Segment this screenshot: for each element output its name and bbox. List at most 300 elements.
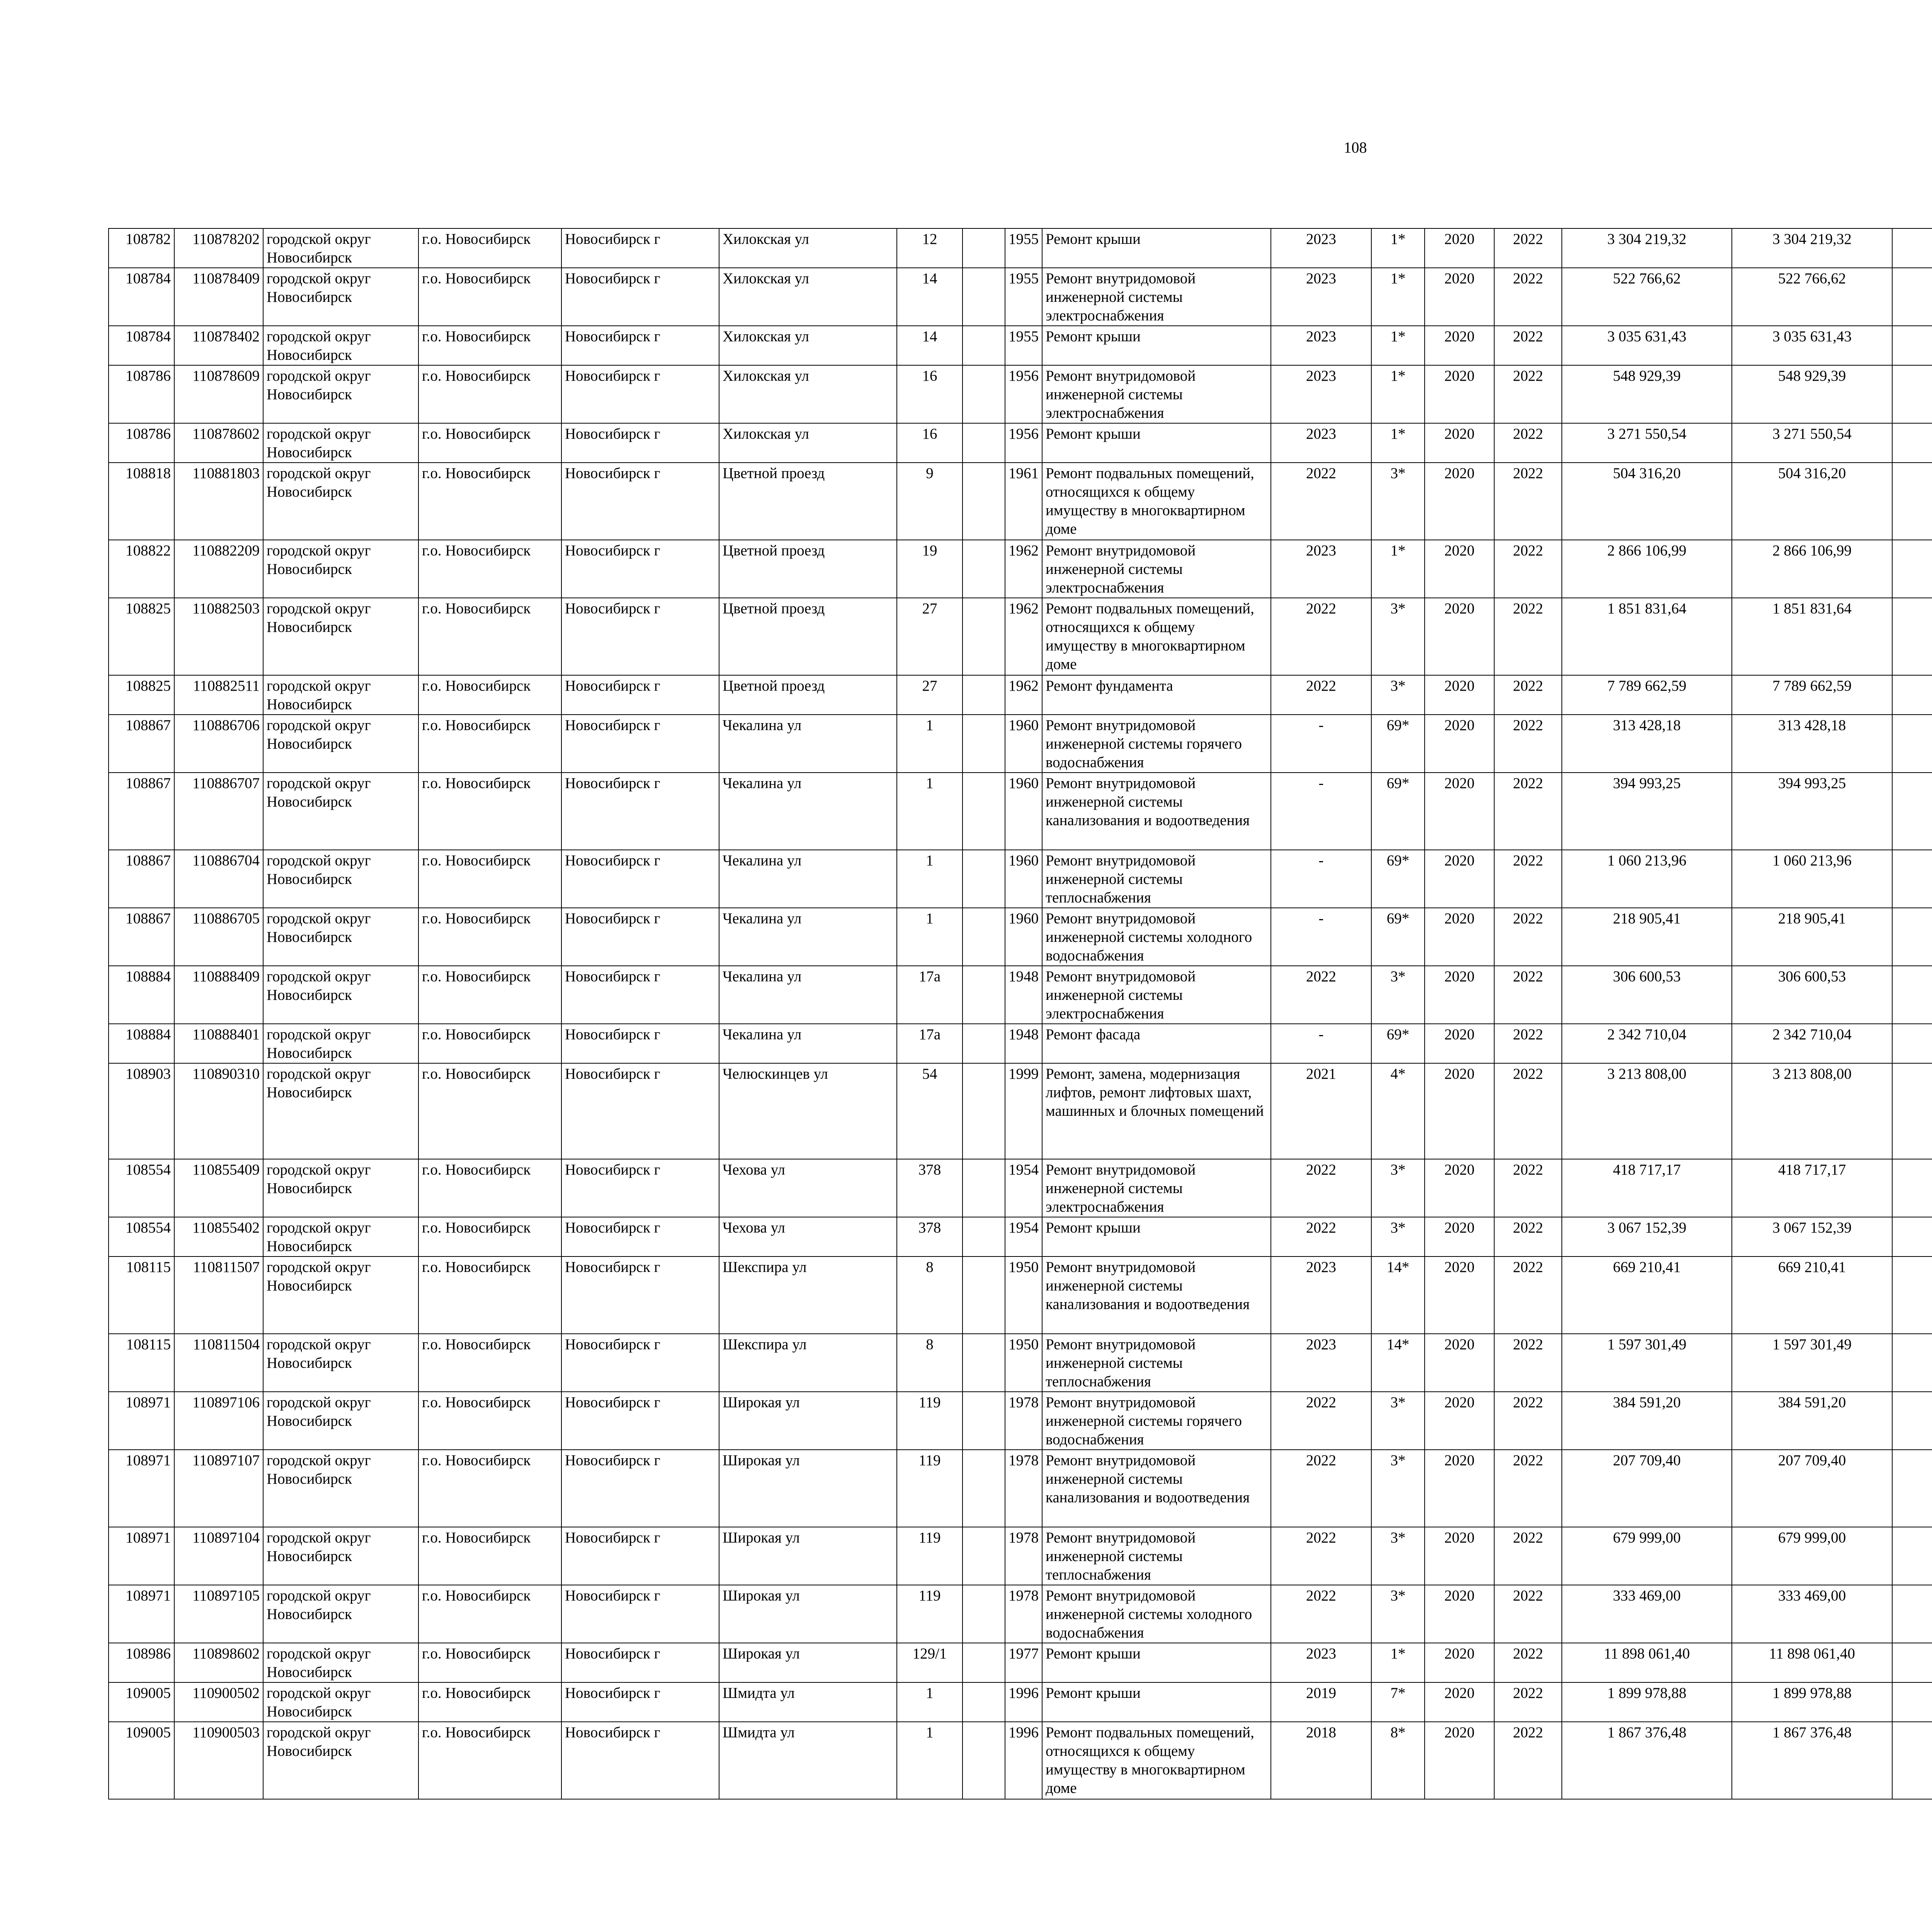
cell-note: 69* bbox=[1371, 1024, 1425, 1063]
cell-total-cost: 306 600,53 bbox=[1562, 966, 1732, 1024]
cell-regional-fund-cost: 3 304 219,32 bbox=[1732, 228, 1892, 268]
cell-work-type: Ремонт, замена, модернизация лифтов, ремонт лифтовых шахт, машинных и блочных помещений bbox=[1042, 1063, 1271, 1159]
cell-period-end: 2022 bbox=[1494, 1585, 1562, 1643]
cell-build-year: 1956 bbox=[1005, 365, 1042, 423]
cell-register-id: 108554 bbox=[109, 1159, 174, 1217]
table-row bbox=[109, 715, 1932, 773]
cell-work-id: 110811507 bbox=[174, 1256, 263, 1334]
table-row bbox=[109, 540, 1932, 598]
cell-note: 4* bbox=[1371, 1063, 1425, 1159]
cell-period-start: 2020 bbox=[1425, 1450, 1494, 1527]
cell-regional-fund-cost: 313 428,18 bbox=[1732, 715, 1892, 773]
cell-plan-year: 2023 bbox=[1271, 326, 1371, 365]
cell-total-cost: 548 929,39 bbox=[1562, 365, 1732, 423]
cell-building bbox=[963, 268, 1005, 326]
cell-build-year: 1960 bbox=[1005, 908, 1042, 966]
table-row bbox=[109, 1392, 1932, 1450]
cell-plan-year: - bbox=[1271, 850, 1371, 908]
cell-work-type: Ремонт внутридомовой инженерной системы горячего водоснабжения bbox=[1042, 1392, 1271, 1450]
cell-work-type: Ремонт внутридомовой инженерной системы теплоснабжения bbox=[1042, 1334, 1271, 1392]
cell-period-start: 2020 bbox=[1425, 268, 1494, 326]
cell-municipal-district: г.о. Новосибирск bbox=[418, 715, 561, 773]
cell-municipality: городской округ Новосибирск bbox=[263, 908, 418, 966]
cell-plan-year: 2018 bbox=[1271, 1722, 1371, 1799]
cell-plan-year: 2022 bbox=[1271, 1392, 1371, 1450]
cell-locality: Новосибирск г bbox=[561, 1217, 719, 1256]
cell-work-id: 110882511 bbox=[174, 675, 263, 715]
cell-total-cost: 333 469,00 bbox=[1562, 1585, 1732, 1643]
table-row bbox=[109, 1643, 1932, 1682]
cell-regional-fund-cost: 306 600,53 bbox=[1732, 966, 1892, 1024]
cell-build-year: 1948 bbox=[1005, 966, 1042, 1024]
table-row bbox=[109, 1024, 1932, 1063]
cell-period-end: 2022 bbox=[1494, 268, 1562, 326]
cell-building bbox=[963, 1527, 1005, 1585]
cell-locality: Новосибирск г bbox=[561, 268, 719, 326]
cell-plan-year: 2021 bbox=[1271, 1063, 1371, 1159]
cell-building bbox=[963, 1392, 1005, 1450]
cell-plan-year: 2022 bbox=[1271, 463, 1371, 540]
cell-work-id: 110897105 bbox=[174, 1585, 263, 1643]
cell-register-id: 108867 bbox=[109, 908, 174, 966]
cell-work-type: Ремонт внутридомовой инженерной системы канализования и водоотведения bbox=[1042, 1450, 1271, 1527]
cell-municipal-district: г.о. Новосибирск bbox=[418, 908, 561, 966]
cell-locality: Новосибирск г bbox=[561, 1024, 719, 1063]
cell-locality: Новосибирск г bbox=[561, 1682, 719, 1722]
cell-work-id: 110888409 bbox=[174, 966, 263, 1024]
cell-street: Чекалина ул bbox=[719, 715, 897, 773]
cell-municipal-district: г.о. Новосибирск bbox=[418, 1722, 561, 1799]
cell-regional-fund-cost: 3 035 631,43 bbox=[1732, 326, 1892, 365]
cell-locality: Новосибирск г bbox=[561, 1334, 719, 1392]
cell-total-cost: 207 709,40 bbox=[1562, 1450, 1732, 1527]
cell-budget-cost bbox=[1892, 908, 1932, 966]
cell-street: Чекалина ул bbox=[719, 773, 897, 850]
cell-regional-fund-cost: 3 271 550,54 bbox=[1732, 423, 1892, 463]
cell-plan-year: 2023 bbox=[1271, 228, 1371, 268]
cell-regional-fund-cost: 3 213 808,00 bbox=[1732, 1063, 1892, 1159]
cell-note: 3* bbox=[1371, 1392, 1425, 1450]
cell-work-id: 110811504 bbox=[174, 1334, 263, 1392]
cell-period-end: 2022 bbox=[1494, 1063, 1562, 1159]
cell-build-year: 1962 bbox=[1005, 675, 1042, 715]
cell-budget-cost bbox=[1892, 1217, 1932, 1256]
cell-period-start: 2020 bbox=[1425, 423, 1494, 463]
cell-regional-fund-cost: 522 766,62 bbox=[1732, 268, 1892, 326]
cell-budget-cost bbox=[1892, 773, 1932, 850]
cell-note: 14* bbox=[1371, 1256, 1425, 1334]
table-row bbox=[109, 773, 1932, 850]
table-row bbox=[109, 1063, 1932, 1159]
cell-period-end: 2022 bbox=[1494, 1334, 1562, 1392]
cell-work-id: 110897107 bbox=[174, 1450, 263, 1527]
cell-note: 3* bbox=[1371, 675, 1425, 715]
cell-register-id: 108867 bbox=[109, 850, 174, 908]
cell-building bbox=[963, 850, 1005, 908]
cell-work-id: 110855402 bbox=[174, 1217, 263, 1256]
cell-work-id: 110900502 bbox=[174, 1682, 263, 1722]
cell-municipality: городской округ Новосибирск bbox=[263, 1643, 418, 1682]
cell-total-cost: 504 316,20 bbox=[1562, 463, 1732, 540]
cell-municipal-district: г.о. Новосибирск bbox=[418, 1159, 561, 1217]
cell-period-start: 2020 bbox=[1425, 1063, 1494, 1159]
cell-note: 1* bbox=[1371, 365, 1425, 423]
cell-municipality: городской округ Новосибирск bbox=[263, 675, 418, 715]
cell-build-year: 1960 bbox=[1005, 773, 1042, 850]
cell-locality: Новосибирск г bbox=[561, 1643, 719, 1682]
cell-work-id: 110886706 bbox=[174, 715, 263, 773]
cell-period-end: 2022 bbox=[1494, 1450, 1562, 1527]
cell-period-start: 2020 bbox=[1425, 1722, 1494, 1799]
cell-total-cost: 1 867 376,48 bbox=[1562, 1722, 1732, 1799]
cell-locality: Новосибирск г bbox=[561, 715, 719, 773]
cell-work-id: 110878402 bbox=[174, 326, 263, 365]
cell-budget-cost bbox=[1892, 540, 1932, 598]
cell-street: Чекалина ул bbox=[719, 908, 897, 966]
cell-build-year: 1999 bbox=[1005, 1063, 1042, 1159]
cell-build-year: 1961 bbox=[1005, 463, 1042, 540]
cell-total-cost: 3 035 631,43 bbox=[1562, 326, 1732, 365]
cell-work-type: Ремонт внутридомовой инженерной системы теплоснабжения bbox=[1042, 850, 1271, 908]
cell-total-cost: 2 866 106,99 bbox=[1562, 540, 1732, 598]
cell-build-year: 1996 bbox=[1005, 1682, 1042, 1722]
cell-work-type: Ремонт внутридомовой инженерной системы электроснабжения bbox=[1042, 540, 1271, 598]
cell-period-end: 2022 bbox=[1494, 773, 1562, 850]
cell-work-type: Ремонт внутридомовой инженерной системы холодного водоснабжения bbox=[1042, 1585, 1271, 1643]
cell-build-year: 1956 bbox=[1005, 423, 1042, 463]
cell-work-id: 110855409 bbox=[174, 1159, 263, 1217]
cell-locality: Новосибирск г bbox=[561, 1256, 719, 1334]
cell-building bbox=[963, 966, 1005, 1024]
table-row bbox=[109, 228, 1932, 268]
cell-house-number: 1 bbox=[897, 1682, 963, 1722]
cell-municipality: городской округ Новосибирск bbox=[263, 1217, 418, 1256]
cell-street: Хилокская ул bbox=[719, 228, 897, 268]
cell-municipal-district: г.о. Новосибирск bbox=[418, 1527, 561, 1585]
cell-register-id: 108867 bbox=[109, 773, 174, 850]
cell-regional-fund-cost: 548 929,39 bbox=[1732, 365, 1892, 423]
cell-period-end: 2022 bbox=[1494, 228, 1562, 268]
cell-total-cost: 679 999,00 bbox=[1562, 1527, 1732, 1585]
cell-work-id: 110888401 bbox=[174, 1024, 263, 1063]
cell-regional-fund-cost: 394 993,25 bbox=[1732, 773, 1892, 850]
cell-house-number: 119 bbox=[897, 1527, 963, 1585]
cell-plan-year: 2023 bbox=[1271, 1643, 1371, 1682]
table-row bbox=[109, 675, 1932, 715]
cell-period-end: 2022 bbox=[1494, 675, 1562, 715]
cell-note: 3* bbox=[1371, 1217, 1425, 1256]
cell-budget-cost bbox=[1892, 463, 1932, 540]
cell-locality: Новосибирск г bbox=[561, 228, 719, 268]
cell-register-id: 108782 bbox=[109, 228, 174, 268]
cell-street: Чекалина ул bbox=[719, 1024, 897, 1063]
cell-period-start: 2020 bbox=[1425, 540, 1494, 598]
cell-street: Чехова ул bbox=[719, 1217, 897, 1256]
cell-street: Шмидта ул bbox=[719, 1682, 897, 1722]
cell-register-id: 108115 bbox=[109, 1256, 174, 1334]
cell-build-year: 1978 bbox=[1005, 1585, 1042, 1643]
cell-locality: Новосибирск г bbox=[561, 423, 719, 463]
cell-building bbox=[963, 1024, 1005, 1063]
cell-house-number: 1 bbox=[897, 773, 963, 850]
cell-total-cost: 3 067 152,39 bbox=[1562, 1217, 1732, 1256]
cell-budget-cost bbox=[1892, 1643, 1932, 1682]
cell-building bbox=[963, 598, 1005, 675]
cell-period-end: 2022 bbox=[1494, 966, 1562, 1024]
cell-locality: Новосибирск г bbox=[561, 598, 719, 675]
cell-total-cost: 3 271 550,54 bbox=[1562, 423, 1732, 463]
cell-house-number: 119 bbox=[897, 1450, 963, 1527]
cell-street: Шмидта ул bbox=[719, 1722, 897, 1799]
cell-plan-year: 2022 bbox=[1271, 1159, 1371, 1217]
cell-register-id: 109005 bbox=[109, 1722, 174, 1799]
cell-period-start: 2020 bbox=[1425, 1643, 1494, 1682]
cell-note: 69* bbox=[1371, 715, 1425, 773]
cell-plan-year: 2022 bbox=[1271, 675, 1371, 715]
cell-locality: Новосибирск г bbox=[561, 365, 719, 423]
cell-budget-cost bbox=[1892, 1334, 1932, 1392]
cell-period-start: 2020 bbox=[1425, 1527, 1494, 1585]
cell-period-end: 2022 bbox=[1494, 1217, 1562, 1256]
cell-period-start: 2020 bbox=[1425, 850, 1494, 908]
table-row bbox=[109, 326, 1932, 365]
cell-work-type: Ремонт внутридомовой инженерной системы электроснабжения bbox=[1042, 1159, 1271, 1217]
cell-work-type: Ремонт внутридомовой инженерной системы электроснабжения bbox=[1042, 268, 1271, 326]
cell-municipality: городской округ Новосибирск bbox=[263, 1392, 418, 1450]
cell-period-end: 2022 bbox=[1494, 1256, 1562, 1334]
cell-build-year: 1962 bbox=[1005, 598, 1042, 675]
cell-municipality: городской округ Новосибирск bbox=[263, 268, 418, 326]
cell-work-id: 110890310 bbox=[174, 1063, 263, 1159]
table-row bbox=[109, 966, 1932, 1024]
cell-municipal-district: г.о. Новосибирск bbox=[418, 1334, 561, 1392]
cell-note: 3* bbox=[1371, 1527, 1425, 1585]
cell-locality: Новосибирск г bbox=[561, 326, 719, 365]
cell-municipal-district: г.о. Новосибирск bbox=[418, 1063, 561, 1159]
table-row bbox=[109, 598, 1932, 675]
cell-budget-cost bbox=[1892, 228, 1932, 268]
cell-municipal-district: г.о. Новосибирск bbox=[418, 365, 561, 423]
cell-locality: Новосибирск г bbox=[561, 1527, 719, 1585]
cell-plan-year: 2022 bbox=[1271, 966, 1371, 1024]
cell-work-type: Ремонт подвальных помещений, относящихся к общему имуществу в многоквартирном доме bbox=[1042, 463, 1271, 540]
cell-period-end: 2022 bbox=[1494, 1682, 1562, 1722]
cell-regional-fund-cost: 669 210,41 bbox=[1732, 1256, 1892, 1334]
cell-locality: Новосибирск г bbox=[561, 1392, 719, 1450]
cell-work-type: Ремонт крыши bbox=[1042, 1682, 1271, 1722]
cell-budget-cost bbox=[1892, 1722, 1932, 1799]
cell-municipality: городской округ Новосибирск bbox=[263, 540, 418, 598]
cell-total-cost: 1 597 301,49 bbox=[1562, 1334, 1732, 1392]
cell-house-number: 129/1 bbox=[897, 1643, 963, 1682]
cell-work-id: 110897106 bbox=[174, 1392, 263, 1450]
cell-period-start: 2020 bbox=[1425, 326, 1494, 365]
cell-plan-year: 2022 bbox=[1271, 1450, 1371, 1527]
cell-work-id: 110886704 bbox=[174, 850, 263, 908]
cell-house-number: 378 bbox=[897, 1217, 963, 1256]
cell-municipality: городской округ Новосибирск bbox=[263, 1334, 418, 1392]
cell-period-end: 2022 bbox=[1494, 1024, 1562, 1063]
cell-house-number: 16 bbox=[897, 423, 963, 463]
cell-build-year: 1955 bbox=[1005, 268, 1042, 326]
cell-work-type: Ремонт внутридомовой инженерной системы канализования и водоотведения bbox=[1042, 1256, 1271, 1334]
cell-locality: Новосибирск г bbox=[561, 1450, 719, 1527]
cell-plan-year: 2023 bbox=[1271, 1334, 1371, 1392]
cell-budget-cost bbox=[1892, 423, 1932, 463]
cell-work-type: Ремонт подвальных помещений, относящихся к общему имуществу в многоквартирном доме bbox=[1042, 598, 1271, 675]
cell-budget-cost bbox=[1892, 1024, 1932, 1063]
cell-budget-cost bbox=[1892, 966, 1932, 1024]
cell-house-number: 14 bbox=[897, 268, 963, 326]
cell-budget-cost bbox=[1892, 1450, 1932, 1527]
cell-period-end: 2022 bbox=[1494, 715, 1562, 773]
cell-regional-fund-cost: 7 789 662,59 bbox=[1732, 675, 1892, 715]
cell-street: Цветной проезд bbox=[719, 598, 897, 675]
cell-regional-fund-cost: 1 851 831,64 bbox=[1732, 598, 1892, 675]
cell-municipality: городской округ Новосибирск bbox=[263, 1024, 418, 1063]
cell-work-id: 110882209 bbox=[174, 540, 263, 598]
cell-house-number: 1 bbox=[897, 908, 963, 966]
cell-work-type: Ремонт внутридомовой инженерной системы холодного водоснабжения bbox=[1042, 908, 1271, 966]
table-row bbox=[109, 1450, 1932, 1527]
cell-street: Широкая ул bbox=[719, 1450, 897, 1527]
cell-regional-fund-cost: 1 867 376,48 bbox=[1732, 1722, 1892, 1799]
cell-work-type: Ремонт крыши bbox=[1042, 326, 1271, 365]
cell-register-id: 108825 bbox=[109, 675, 174, 715]
repair-register-table bbox=[108, 228, 1932, 1800]
cell-house-number: 12 bbox=[897, 228, 963, 268]
cell-locality: Новосибирск г bbox=[561, 966, 719, 1024]
cell-budget-cost bbox=[1892, 850, 1932, 908]
table-row bbox=[109, 1585, 1932, 1643]
cell-work-type: Ремонт внутридомовой инженерной системы канализования и водоотведения bbox=[1042, 773, 1271, 850]
cell-build-year: 1954 bbox=[1005, 1217, 1042, 1256]
cell-municipality: городской округ Новосибирск bbox=[263, 1256, 418, 1334]
cell-municipality: городской округ Новосибирск bbox=[263, 365, 418, 423]
table-row bbox=[109, 1217, 1932, 1256]
cell-note: 3* bbox=[1371, 1159, 1425, 1217]
cell-register-id: 108786 bbox=[109, 423, 174, 463]
cell-municipality: городской округ Новосибирск bbox=[263, 1527, 418, 1585]
cell-street: Широкая ул bbox=[719, 1643, 897, 1682]
cell-build-year: 1955 bbox=[1005, 326, 1042, 365]
cell-note: 1* bbox=[1371, 326, 1425, 365]
cell-period-end: 2022 bbox=[1494, 463, 1562, 540]
cell-work-id: 110882503 bbox=[174, 598, 263, 675]
cell-work-type: Ремонт подвальных помещений, относящихся к общему имуществу в многоквартирном доме bbox=[1042, 1722, 1271, 1799]
cell-build-year: 1950 bbox=[1005, 1256, 1042, 1334]
cell-work-id: 110886705 bbox=[174, 908, 263, 966]
cell-total-cost: 3 304 219,32 bbox=[1562, 228, 1732, 268]
cell-house-number: 19 bbox=[897, 540, 963, 598]
cell-locality: Новосибирск г bbox=[561, 1722, 719, 1799]
cell-regional-fund-cost: 1 060 213,96 bbox=[1732, 850, 1892, 908]
cell-municipality: городской округ Новосибирск bbox=[263, 1450, 418, 1527]
cell-building bbox=[963, 1682, 1005, 1722]
cell-period-end: 2022 bbox=[1494, 598, 1562, 675]
cell-work-type: Ремонт крыши bbox=[1042, 1217, 1271, 1256]
cell-building bbox=[963, 1643, 1005, 1682]
cell-build-year: 1978 bbox=[1005, 1392, 1042, 1450]
cell-building bbox=[963, 715, 1005, 773]
cell-street: Хилокская ул bbox=[719, 423, 897, 463]
cell-building bbox=[963, 463, 1005, 540]
cell-regional-fund-cost: 218 905,41 bbox=[1732, 908, 1892, 966]
cell-budget-cost bbox=[1892, 715, 1932, 773]
cell-budget-cost bbox=[1892, 268, 1932, 326]
cell-build-year: 1948 bbox=[1005, 1024, 1042, 1063]
cell-note: 1* bbox=[1371, 423, 1425, 463]
cell-municipal-district: г.о. Новосибирск bbox=[418, 773, 561, 850]
cell-municipality: городской округ Новосибирск bbox=[263, 1159, 418, 1217]
cell-period-end: 2022 bbox=[1494, 850, 1562, 908]
cell-total-cost: 669 210,41 bbox=[1562, 1256, 1732, 1334]
cell-municipal-district: г.о. Новосибирск bbox=[418, 1585, 561, 1643]
cell-municipality: городской округ Новосибирск bbox=[263, 423, 418, 463]
cell-municipality: городской округ Новосибирск bbox=[263, 1722, 418, 1799]
cell-period-start: 2020 bbox=[1425, 598, 1494, 675]
cell-municipal-district: г.о. Новосибирск bbox=[418, 326, 561, 365]
cell-work-id: 110897104 bbox=[174, 1527, 263, 1585]
cell-total-cost: 1 899 978,88 bbox=[1562, 1682, 1732, 1722]
cell-regional-fund-cost: 1 597 301,49 bbox=[1732, 1334, 1892, 1392]
cell-municipal-district: г.о. Новосибирск bbox=[418, 1450, 561, 1527]
cell-note: 3* bbox=[1371, 463, 1425, 540]
cell-note: 69* bbox=[1371, 908, 1425, 966]
cell-locality: Новосибирск г bbox=[561, 850, 719, 908]
cell-plan-year: 2022 bbox=[1271, 1527, 1371, 1585]
cell-house-number: 14 bbox=[897, 326, 963, 365]
cell-street: Чекалина ул bbox=[719, 966, 897, 1024]
cell-period-start: 2020 bbox=[1425, 966, 1494, 1024]
cell-plan-year: - bbox=[1271, 715, 1371, 773]
cell-build-year: 1960 bbox=[1005, 850, 1042, 908]
cell-period-start: 2020 bbox=[1425, 773, 1494, 850]
table-row bbox=[109, 365, 1932, 423]
cell-plan-year: 2022 bbox=[1271, 1217, 1371, 1256]
cell-house-number: 8 bbox=[897, 1334, 963, 1392]
cell-municipal-district: г.о. Новосибирск bbox=[418, 423, 561, 463]
cell-budget-cost bbox=[1892, 365, 1932, 423]
cell-register-id: 108786 bbox=[109, 365, 174, 423]
cell-work-id: 110900503 bbox=[174, 1722, 263, 1799]
cell-house-number: 378 bbox=[897, 1159, 963, 1217]
cell-register-id: 109005 bbox=[109, 1682, 174, 1722]
cell-building bbox=[963, 1585, 1005, 1643]
cell-period-start: 2020 bbox=[1425, 1217, 1494, 1256]
cell-build-year: 1996 bbox=[1005, 1722, 1042, 1799]
cell-house-number: 27 bbox=[897, 675, 963, 715]
cell-period-end: 2022 bbox=[1494, 1392, 1562, 1450]
cell-building bbox=[963, 326, 1005, 365]
cell-build-year: 1977 bbox=[1005, 1643, 1042, 1682]
cell-register-id: 108971 bbox=[109, 1527, 174, 1585]
cell-period-start: 2020 bbox=[1425, 1024, 1494, 1063]
cell-municipality: городской округ Новосибирск bbox=[263, 1682, 418, 1722]
cell-work-id: 110878202 bbox=[174, 228, 263, 268]
cell-building bbox=[963, 675, 1005, 715]
cell-building bbox=[963, 1256, 1005, 1334]
cell-house-number: 119 bbox=[897, 1585, 963, 1643]
cell-register-id: 108971 bbox=[109, 1392, 174, 1450]
cell-house-number: 1 bbox=[897, 1722, 963, 1799]
table-row bbox=[109, 908, 1932, 966]
cell-street: Широкая ул bbox=[719, 1585, 897, 1643]
cell-work-type: Ремонт крыши bbox=[1042, 228, 1271, 268]
cell-municipal-district: г.о. Новосибирск bbox=[418, 850, 561, 908]
cell-total-cost: 418 717,17 bbox=[1562, 1159, 1732, 1217]
cell-period-start: 2020 bbox=[1425, 463, 1494, 540]
